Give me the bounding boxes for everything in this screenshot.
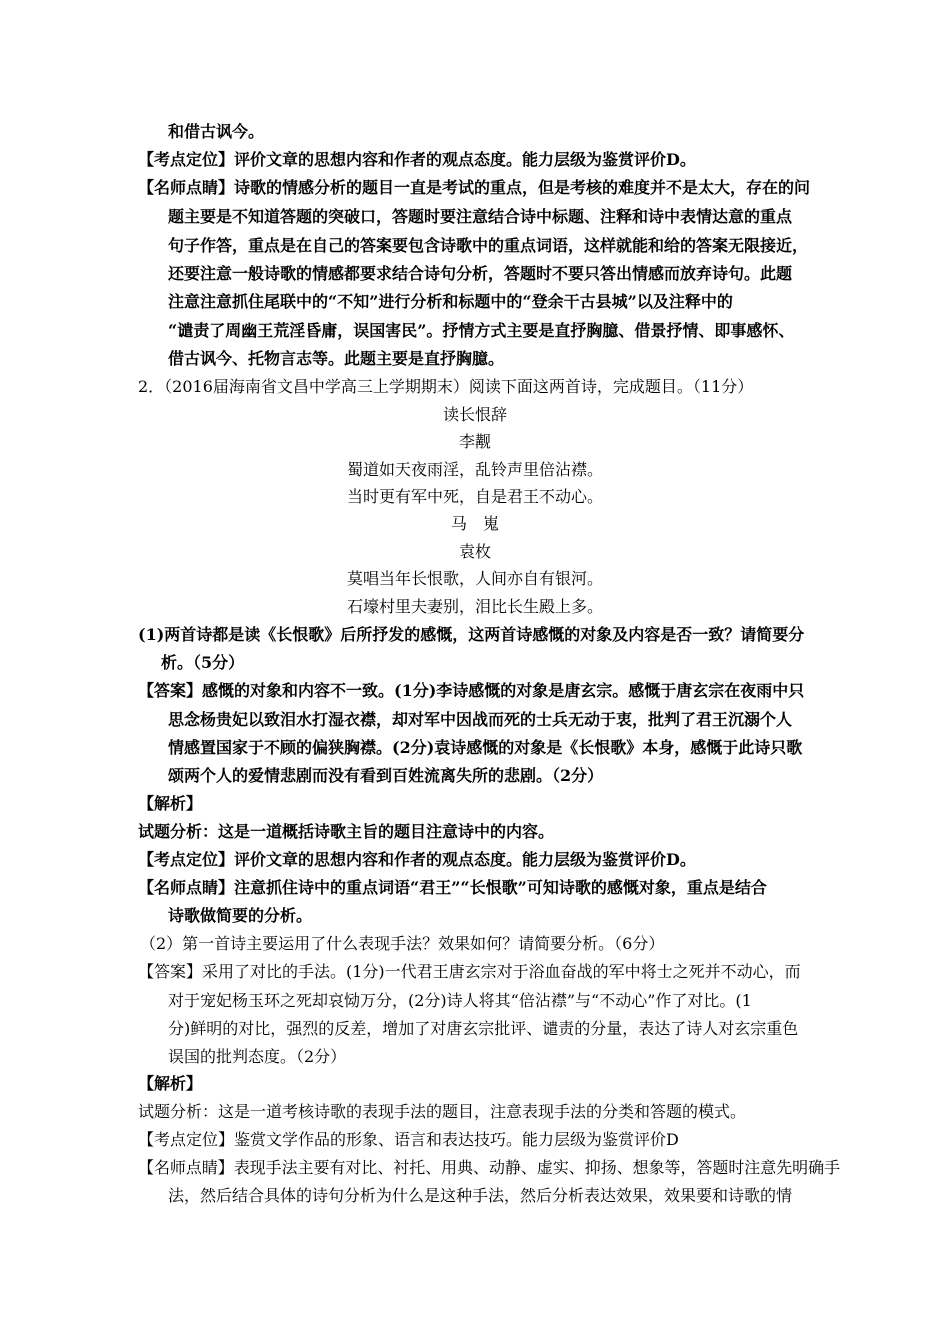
question-line: 析。（5分） [161, 653, 245, 672]
text-line: 诗歌做简要的分析。 [168, 906, 313, 925]
text-line: 试题分析：这是一道概括诗歌主旨的题目注意诗中的内容。 [138, 822, 555, 841]
text-line: 还要注意一般诗歌的情感都要求结合诗句分析，答题时不要只答出情感而放弃诗句。此题 [168, 264, 793, 283]
question-line: (1)两首诗都是读《长恨歌》后所抒发的感慨，这两首诗感慨的对象及内容是否一致？请简要分 [138, 625, 805, 644]
answer-line: 分)鲜明的对比，强烈的反差，增加了对唐玄宗批评、谴责的分量，表达了诗人对玄宗重色 [168, 1019, 799, 1038]
text-line: 法，然后结合具体的诗句分析为什么是这种手法，然后分析表达效果，效果要和诗歌的情 [168, 1186, 793, 1205]
text-line: “谴责了周幽王荒淫昏庸，误国害民”。抒情方式主要是直抒胸臆、借景抒情、即事感怀、 [168, 321, 795, 340]
text-line: 【名师点睛】表现手法主要有对比、衬托、用典、动静、虚实、抑扬、想象等，答题时注意先明确手 [138, 1158, 841, 1177]
text-line: 题主要是不知道答题的突破口，答题时要注意结合诗中标题、注释和诗中表情达意的重点 [168, 207, 793, 226]
answer-line: 对于宠妃杨玉环之死却哀恸万分，(2分)诗人将其“倍沾襟”与“不动心”作了对比。(1 [168, 991, 752, 1010]
answer-line: 思念杨贵妃以致泪水打湿衣襟，却对军中因战而死的士兵无动于衷，批判了君王沉溺个人 [168, 710, 793, 729]
answer-line: 颂两个人的爱情悲剧而没有看到百姓流离失所的悲剧。（2分） [168, 766, 604, 785]
text-line: 和借古讽今。 [168, 122, 265, 141]
poem-line: 当时更有军中死，自是君王不动心。 [346, 487, 603, 506]
poem-author: 李觏 [458, 432, 491, 451]
text-line: 【考点定位】评价文章的思想内容和作者的观点态度。能力层级为鉴赏评价D。 [138, 150, 696, 169]
text-line: 【考点定位】鉴赏文学作品的形象、语言和表达技巧。能力层级为鉴赏评价D [138, 1130, 679, 1149]
answer-line: 情感置国家于不顾的偏狭胸襟。(2分)袁诗感慨的对象是《长恨歌》本身，感慨于此诗只歌 [168, 738, 803, 757]
text-line: 注意注意抓住尾联中的“不知”进行分析和标题中的“登余干古县城”以及注释中的 [168, 292, 733, 311]
poem-line: 蜀道如天夜雨淫，乱铃声里倍沾襟。 [346, 460, 603, 479]
answer-line: 【答案】采用了对比的手法。(1分)一代君王唐玄宗对于浴血奋战的军中将士之死并不动心，而 [138, 962, 801, 981]
poem-author: 袁枚 [458, 542, 491, 561]
text-line: 【名师点睛】诗歌的情感分析的题目一直是考试的重点，但是考核的难度并不是太大，存在的问 [138, 178, 811, 197]
question-line: 2．（2016届海南省文昌中学高三上学期期末）阅读下面这两首诗，完成题目。（11分） [138, 377, 754, 396]
text-line: 【考点定位】评价文章的思想内容和作者的观点态度。能力层级为鉴赏评价D。 [138, 850, 696, 869]
poem-title: 读长恨辞 [442, 405, 507, 424]
text-line: 试题分析：这是一道考核诗歌的表现手法的题目，注意表现手法的分类和答题的模式。 [138, 1102, 747, 1121]
poem-title: 马 嵬 [450, 514, 499, 533]
question-line: （2）第一首诗主要运用了什么表现手法？效果如何？请简要分析。（6分） [140, 934, 665, 953]
poem-line: 石壕村里夫妻别，泪比长生殿上多。 [346, 597, 603, 616]
analysis-heading: 【解析】 [138, 1074, 203, 1093]
analysis-heading: 【解析】 [138, 794, 203, 813]
poem-line: 莫唱当年长恨歌，人间亦自有银河。 [346, 569, 603, 588]
text-line: 【名师点睛】注意抓住诗中的重点词语“君王”“长恨歌”可知诗歌的感慨对象，重点是结合 [138, 878, 767, 897]
answer-line: 误国的批判态度。（2分） [168, 1047, 347, 1066]
text-line: 句子作答，重点是在自己的答案要包含诗歌中的重点词语，这样就能和给的答案无限接近， [168, 236, 809, 255]
answer-line: 【答案】感慨的对象和内容不一致。(1分)李诗感慨的对象是唐玄宗。感慨于唐玄宗在夜雨中只 [138, 681, 805, 700]
text-line: 借古讽今、托物言志等。此题主要是直抒胸臆。 [168, 349, 505, 368]
